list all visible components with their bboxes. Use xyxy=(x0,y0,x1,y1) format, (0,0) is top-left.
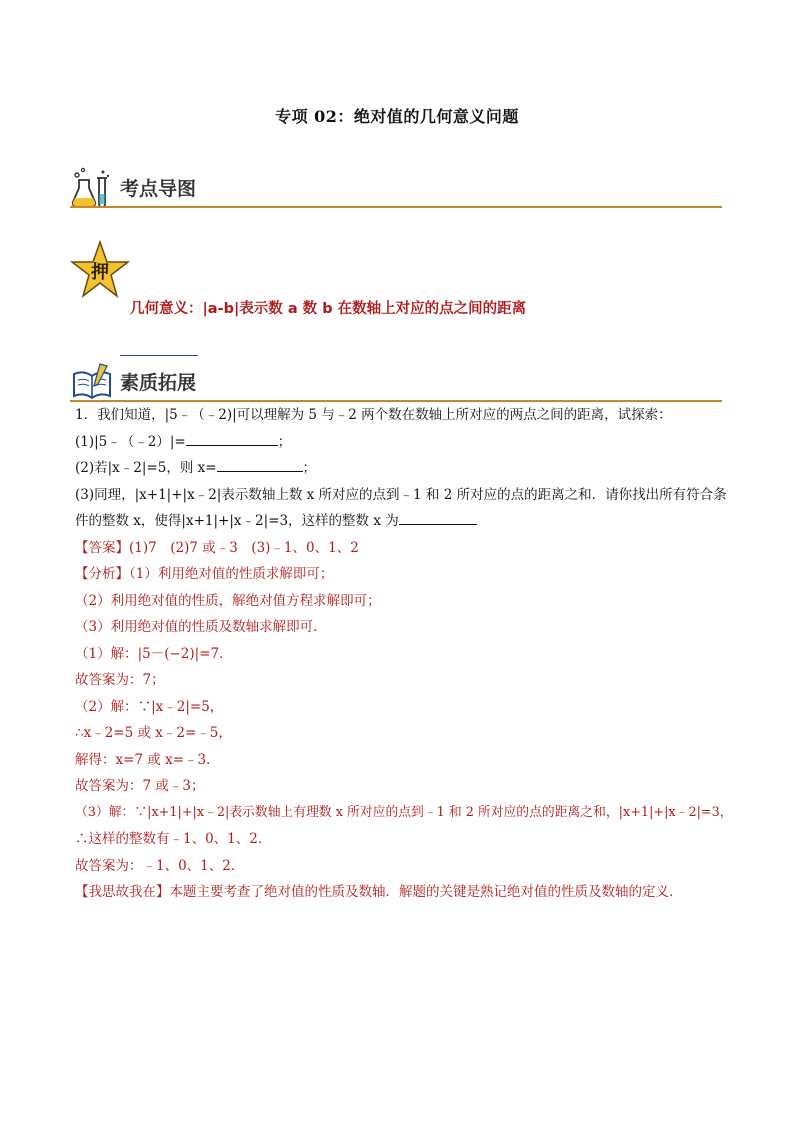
question-2-end: ； xyxy=(302,460,317,476)
lab-flask-icon xyxy=(70,166,114,210)
solution-line: 故答案为：﹣1、0、1、2． xyxy=(75,857,245,874)
answer-text: (1)7 (2)7 或﹣3 (3)﹣1、0、1、2 xyxy=(129,539,359,556)
question-2 xyxy=(75,455,725,482)
reflection-text: 本题主要考查了绝对值的性质及数轴．解题的关键是熟记绝对值的性质及数轴的定义． xyxy=(169,884,683,900)
analysis-tag: 【分析】 xyxy=(75,566,129,582)
question-3-line-2 xyxy=(75,508,725,535)
question-1 xyxy=(75,429,725,456)
analysis-line-1 xyxy=(75,561,725,588)
solution-line: （1）解：|5－(−2)|=7． xyxy=(75,645,233,662)
analysis-text: （1）利用绝对值的性质求解即可； xyxy=(129,566,334,582)
reflection-tag: 【我思故我在】 xyxy=(75,884,170,900)
problem-content xyxy=(75,402,733,906)
solution-line: ∴这样的整数有﹣1、0、1、2． xyxy=(75,831,272,847)
section-header-extend xyxy=(70,360,722,404)
problem-intro: 1．我们知道，|5﹣（﹣2)|可以理解为 5 与﹣2 两个数在数轴上所对应的两点之间的距离，试探索： xyxy=(75,407,672,423)
solution-line: （2）解：∵|x﹣2|=5， xyxy=(75,698,224,715)
badge-char: 押 xyxy=(91,262,109,283)
solution-line: 故答案为：7 或﹣3； xyxy=(75,778,205,794)
page-title: 专项 02：绝对值的几何意义问题 xyxy=(275,107,519,126)
reflection-line xyxy=(75,879,725,906)
analysis-line-2: （2）利用绝对值的性质，解绝对值方程求解即可； xyxy=(75,592,381,609)
section-header-mindmap xyxy=(70,166,722,210)
solution-line: （3）解：∵|x+1|+|x﹣2|表示数轴上有理数 x 所对应的点到﹣1 和 2 所对应的点的距离之和，|x+1|+|x﹣2|=3， xyxy=(75,804,733,820)
section-label-extend: 素质拓展 xyxy=(120,372,197,394)
answer-blank xyxy=(217,456,303,472)
question-2-text: (2)若|x﹣2|=5，则 x= xyxy=(75,460,217,476)
question-1-text: (1)|5﹣（﹣2）|= xyxy=(75,433,186,450)
key-point-text: 几何意义：|a-b|表示数 a 数 b 在数轴上对应的点之间的距离 xyxy=(130,301,527,317)
answer-blank xyxy=(186,430,278,446)
section-label-mindmap: 考点导图 xyxy=(120,178,197,200)
solution-line: ∴x﹣2=5 或 x﹣2=﹣5， xyxy=(75,725,232,741)
answer-tag: 【答案】 xyxy=(75,539,129,556)
question-1-end: ； xyxy=(277,433,292,450)
answer-blank xyxy=(399,509,477,525)
solution-line: 解得：x=7 或 x=﹣3． xyxy=(75,751,220,768)
analysis-line-3: （3）利用绝对值的性质及数轴求解即可． xyxy=(75,619,327,635)
section-rule xyxy=(70,206,722,208)
key-point xyxy=(70,240,730,320)
open-book-icon xyxy=(70,360,114,404)
question-3-line-1: (3)同理，|x+1|+|x﹣2|表示数轴上数 x 所对应的点到﹣1 和 2 所对应的点的距离之和．请你找出所有符合条 xyxy=(75,486,727,503)
answer-line xyxy=(75,535,725,562)
solution-line: 故答案为：7； xyxy=(75,672,165,688)
star-badge-icon xyxy=(70,240,130,300)
question-3-text: 件的整数 x，使得|x+1|+|x﹣2|=3，这样的整数 x 为 xyxy=(75,513,399,529)
section-rule-top xyxy=(120,355,198,356)
